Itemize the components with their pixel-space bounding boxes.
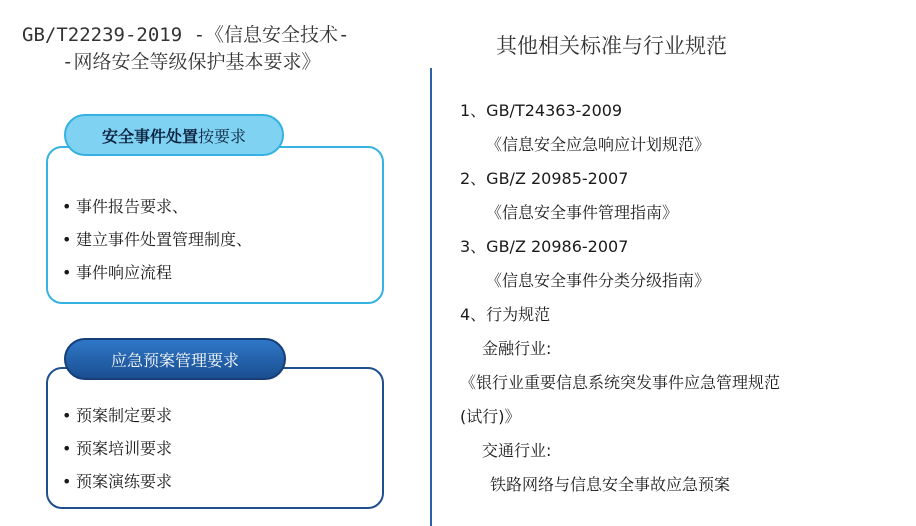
standard-line: (试行)》 (460, 407, 521, 426)
standard-line: 金融行业: (482, 339, 552, 358)
standard-line: 4、行为规范 (460, 305, 551, 324)
standard-line: 2、GB/Z 20985-2007 (460, 169, 629, 188)
list-item: • 预案培训要求 (62, 432, 172, 465)
standard-line: 1、GB/T24363-2009 (460, 101, 623, 120)
standards-list (460, 94, 780, 502)
emergency-plan-box (46, 367, 384, 509)
list-item: • 建立事件处置管理制度、 (62, 223, 252, 256)
standard-line: 交通行业: (482, 441, 552, 460)
standard-line: 《信息安全应急响应计划规范》 (486, 135, 711, 154)
list-item: • 事件报告要求、 (62, 190, 252, 223)
standard-line: 3、GB/Z 20986-2007 (460, 237, 629, 256)
incident-handling-heading (64, 114, 284, 156)
incident-handling-heading-bold: 安全事件处置 (101, 126, 198, 146)
emergency-plan-heading: 应急预案管理要求 (64, 338, 286, 380)
emergency-plan-list (62, 399, 172, 498)
left-title (22, 22, 412, 76)
standard-line: 《信息安全事件分类分级指南》 (486, 271, 711, 290)
list-item: • 事件响应流程 (62, 256, 252, 289)
standard-line: 铁路网络与信息安全事故应急预案 (490, 475, 731, 494)
standard-line: 《银行业重要信息系统突发事件应急管理规范 (460, 373, 781, 392)
left-title-line2: -网络安全等级保护基本要求》 (62, 51, 321, 73)
list-item: • 预案制定要求 (62, 399, 172, 432)
vertical-divider (430, 68, 432, 526)
incident-handling-box (46, 146, 384, 304)
list-item: • 预案演练要求 (62, 465, 172, 498)
standard-line: 《信息安全事件管理指南》 (486, 203, 679, 222)
incident-handling-heading-rest: 按要求 (198, 126, 247, 146)
left-title-line1: GB/T22239-2019 -《信息安全技术- (22, 24, 350, 46)
right-title: 其他相关标准与行业规范 (496, 34, 727, 58)
incident-handling-list (62, 190, 252, 289)
